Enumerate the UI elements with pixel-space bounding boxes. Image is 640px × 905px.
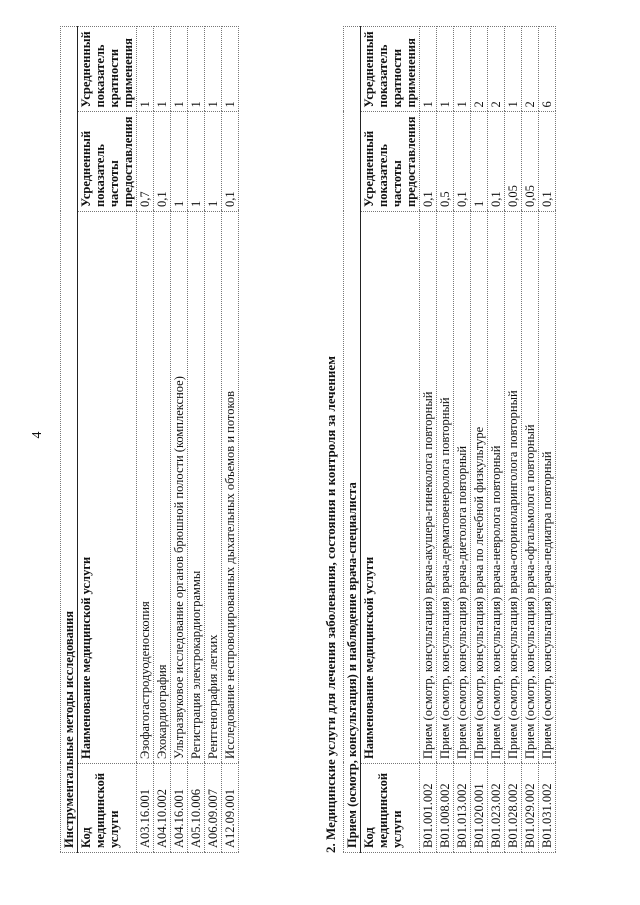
cell-multiplicity: 1 <box>454 27 471 112</box>
cell-frequency: 0,1 <box>420 112 437 212</box>
cell-multiplicity: 2 <box>522 27 539 112</box>
cell-multiplicity: 1 <box>205 27 222 112</box>
cell-name: Прием (осмотр, консультация) врача-акушера-гинеколога повторный <box>420 212 437 764</box>
cell-multiplicity: 1 <box>188 27 205 112</box>
cell-frequency: 0,1 <box>454 112 471 212</box>
cell-name: Эхокардиография <box>154 212 171 764</box>
section-title-row <box>61 27 78 853</box>
section-title-row <box>344 27 361 853</box>
cell-code: A05.10.006 <box>188 764 205 853</box>
header-code: Код медицинской услуги <box>78 764 137 853</box>
table-row <box>505 27 522 853</box>
cell-code: B01.013.002 <box>454 764 471 853</box>
cell-multiplicity: 1 <box>154 27 171 112</box>
table-row <box>522 27 539 853</box>
header-name: Наименование медицинской услуги <box>361 212 420 764</box>
header-multiplicity: Усредненный показатель кратности применения <box>361 27 420 112</box>
header-name: Наименование медицинской услуги <box>78 212 137 764</box>
cell-frequency: 1 <box>205 112 222 212</box>
cell-multiplicity: 1 <box>505 27 522 112</box>
cell-frequency: 0,1 <box>222 112 239 212</box>
header-row <box>78 27 137 853</box>
table-row <box>171 27 188 853</box>
table-row <box>471 27 488 853</box>
cell-multiplicity: 6 <box>539 27 556 112</box>
cell-frequency: 1 <box>188 112 205 212</box>
table-row <box>454 27 471 853</box>
cell-name: Рентгенография легких <box>205 212 222 764</box>
section-title: Инструментальные методы исследования <box>61 27 78 853</box>
cell-code: B01.029.002 <box>522 764 539 853</box>
cell-name: Эзофагогастродуоденоскопия <box>137 212 154 764</box>
table-row <box>222 27 239 853</box>
cell-name: Прием (осмотр, консультация) врача-педиатра повторный <box>539 212 556 764</box>
page-number: 4 <box>30 431 45 439</box>
cell-name: Прием (осмотр, консультация) врача-офтальмолога повторный <box>522 212 539 764</box>
cell-name: Исследование неспровоцированных дыхательных объемов и потоков <box>222 212 239 764</box>
cell-frequency: 0,7 <box>137 112 154 212</box>
cell-name: Регистрация электрокардиограммы <box>188 212 205 764</box>
cell-code: A03.16.001 <box>137 764 154 853</box>
table-row <box>154 27 171 853</box>
header-multiplicity: Усредненный показатель кратности применения <box>78 27 137 112</box>
cell-frequency: 0,1 <box>154 112 171 212</box>
cell-multiplicity: 1 <box>222 27 239 112</box>
header-frequency: Усредненный показатель частоты предоставления <box>361 112 420 212</box>
cell-code: A06.09.007 <box>205 764 222 853</box>
instrumental-methods-table <box>60 26 239 853</box>
cell-frequency: 0,05 <box>522 112 539 212</box>
cell-code: A04.10.002 <box>154 764 171 853</box>
cell-frequency: 0,5 <box>437 112 454 212</box>
cell-code: B01.020.001 <box>471 764 488 853</box>
cell-name: Прием (осмотр, консультация) врача-невролога повторный <box>488 212 505 764</box>
cell-code: B01.031.002 <box>539 764 556 853</box>
cell-name: Прием (осмотр, консультация) врача-диетолога повторный <box>454 212 471 764</box>
table-body <box>420 27 556 853</box>
cell-name: Ультразвуковое исследование органов брюшной полости (комплексное) <box>171 212 188 764</box>
cell-frequency: 1 <box>471 112 488 212</box>
cell-code: B01.001.002 <box>420 764 437 853</box>
section-title: Прием (осмотр, консультация) и наблюдение врача-специалиста <box>344 27 361 853</box>
cell-multiplicity: 2 <box>488 27 505 112</box>
table-row <box>420 27 437 853</box>
cell-code: A12.09.001 <box>222 764 239 853</box>
table-row <box>488 27 505 853</box>
cell-code: B01.028.002 <box>505 764 522 853</box>
table-row <box>188 27 205 853</box>
cell-name: Прием (осмотр, консультация) врача по лечебной физкультуре <box>471 212 488 764</box>
cell-code: A04.16.001 <box>171 764 188 853</box>
table-row <box>539 27 556 853</box>
cell-name: Прием (осмотр, консультация) врача-дерматовенеролога повторный <box>437 212 454 764</box>
cell-multiplicity: 1 <box>137 27 154 112</box>
header-row <box>361 27 420 853</box>
table-row <box>137 27 154 853</box>
cell-multiplicity: 1 <box>420 27 437 112</box>
table-row <box>205 27 222 853</box>
cell-multiplicity: 2 <box>471 27 488 112</box>
cell-frequency: 0,1 <box>539 112 556 212</box>
table-body <box>137 27 239 853</box>
cell-code: B01.008.002 <box>437 764 454 853</box>
header-code: Код медицинской услуги <box>361 764 420 853</box>
table-row <box>437 27 454 853</box>
cell-multiplicity: 1 <box>437 27 454 112</box>
specialist-visits-table <box>343 26 556 853</box>
cell-frequency: 0,05 <box>505 112 522 212</box>
section-heading: 2. Медицинские услуги для лечения заболевания, состояния и контроля за лечением <box>323 355 338 853</box>
cell-name: Прием (осмотр, консультация) врача-оториноларинголога повторный <box>505 212 522 764</box>
cell-frequency: 0,1 <box>488 112 505 212</box>
header-frequency: Усредненный показатель частоты предоставления <box>78 112 137 212</box>
cell-frequency: 1 <box>171 112 188 212</box>
cell-multiplicity: 1 <box>171 27 188 112</box>
cell-code: B01.023.002 <box>488 764 505 853</box>
